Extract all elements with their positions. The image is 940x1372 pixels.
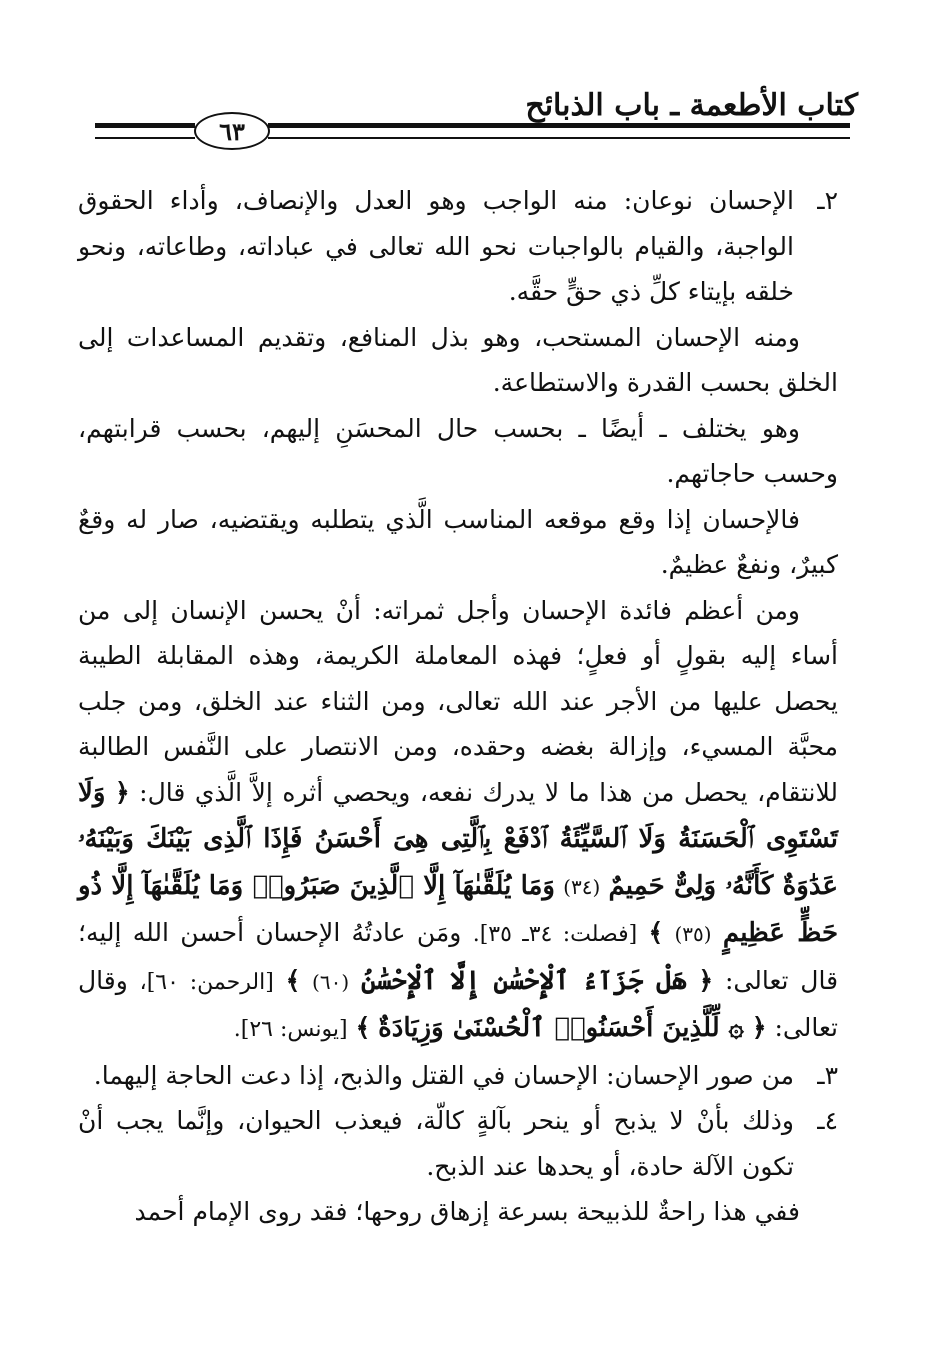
- point-number: ٢ـ: [817, 186, 838, 215]
- paragraph-text: وذلك بأنْ لا يذبح أو ينحر بآلةٍ كالّة، فيعذب الحيوان، وإنَّما يجب أنْ تكون الآلة حادة، أو يحدها عند الذبح.: [78, 1106, 794, 1181]
- reference-rahman: [الرحمن: ٦٠]،: [139, 969, 274, 995]
- quran-verse-fussilat-35: وَمَا يُلَقَّىٰهَآ إِلَّا ٱلَّذِينَ صَبَرُوا۟ وَمَا يُلَقَّىٰهَآ إِلَّا ذُو حَظٍّ عَظِيمٍ: [78, 870, 839, 948]
- quran-verse-yunus-26: ۞ لِّلَّذِينَ أَحْسَنُوا۟ ٱلْحُسْنَىٰ وَزِيَادَةٌ: [378, 1013, 744, 1043]
- point-number: ٤ـ: [817, 1106, 838, 1135]
- verse-number-60: (٦٠): [312, 969, 350, 994]
- page-number-badge: ٦٣: [194, 112, 270, 150]
- ornate-bracket-close: ﴾: [355, 1013, 371, 1042]
- body-text: [78, 178, 838, 1235]
- paragraph-mercy: ففي هذا راحةٌ للذبيحة بسرعة إزهاق روحها؛ فقد روى الإمام أحمد: [134, 1197, 800, 1226]
- connecting-text: وقال تعالى:: [78, 965, 838, 1042]
- header-rule-right: [268, 123, 850, 139]
- connecting-text: ومَن عادتُهُ الإحسان أحسن الله إليه؛ قال تعالى:: [78, 918, 839, 995]
- quran-verse-rahman-60: هَلْ جَزَآءُ ٱلْإِحْسَٰنِ إِلَّا ٱلْإِحْسَٰنُ: [360, 965, 687, 996]
- point-number: ٣ـ: [817, 1060, 838, 1090]
- ornate-bracket-open: ﴿: [114, 777, 130, 807]
- paragraph-varies: وهو يختلف ـ أيضًا ـ بحسب حال المحسَنِ إليهم، بحسب قرابتهم، وحسب حاجاتهم.: [78, 413, 838, 488]
- paragraph-recommended-ihsan: ومنه الإحسان المستحب، وهو بذل المنافع، وتقديم المساعدات إلى الخلق بحسب القدرة والاستطاعة.: [78, 322, 838, 397]
- verse-number-35: (٣٥): [674, 922, 712, 946]
- paragraph-point-4: [78, 1098, 838, 1189]
- quran-verse-fussilat-34: وَلَا تَسْتَوِى ٱلْحَسَنَةُ وَلَا ٱلسَّيِّئَةُ ٱدْفَعْ بِٱلَّتِى هِىَ أَحْسَنُ فَإِذَا ٱلَّذِى بَيْنَكَ وَبَيْنَهُۥ عَدَٰوَةٌ كَأَنَّهُۥ وَلِىٌّ حَمِيمٌ: [78, 777, 838, 901]
- paragraph-text: الإحسان نوعان: منه الواجب وهو العدل والإنصاف، وأداء الحقوق الواجبة، والقيام بالواجبات نحو الله تعالى في عباداته، وطاعاته، ونحو خلقه بإيتاء كلِّ ذي حقٍّ حقَّه.: [78, 186, 794, 306]
- header-rule-left: [95, 123, 195, 139]
- paragraph-point-3: [78, 1053, 838, 1099]
- ornate-bracket-open: ﴿: [751, 1013, 767, 1042]
- paragraph-text: من صور الإحسان: الإحسان في القتل والذبح، إذا دعت الحاجة إليهما.: [93, 1060, 794, 1090]
- verse-number-34: (٣٤): [563, 874, 601, 899]
- paragraph-greatest-benefit: [78, 588, 838, 1053]
- ornate-bracket-close: ﴾: [285, 965, 301, 995]
- paragraph-point-2: [78, 178, 838, 315]
- paragraph-impact: فالإحسان إذا وقع موقعه المناسب الَّذي يتطلبه ويقتضيه، صار له وقعٌ كبيرٌ، ونفعٌ عظيمٌ.: [78, 504, 838, 579]
- ornate-bracket-open: ﴿: [698, 965, 714, 995]
- ornate-bracket-close: ﴾: [648, 918, 664, 947]
- paragraph-text: ومن أعظم فائدة الإحسان وأجل ثمراته: أنْ يحسن الإنسان إلى من أساء إليه بقولٍ أو فعلٍ؛ فهذه المعاملة الكريمة، وهذه المقابلة الطيبة يحصل عليها من الأجر عند الله تعالى، ومن الثناء عند الخلق، ومن جلب محبَّة المسيء، وإزالة بغضه وحقده، ومن الانتصار على النَّفس الطالبة للانتقام، يحصل من هذا ما لا يدرك نفعه، ويحصي أثره إلاَّ الَّذي قال:: [78, 595, 839, 807]
- reference-yunus: [يونس: ٢٦].: [233, 1017, 348, 1042]
- running-header: كتاب الأطعمة ـ باب الذبائح: [525, 88, 858, 123]
- reference-fussilat: [فصلت: ٣٤ـ ٣٥].: [472, 922, 638, 947]
